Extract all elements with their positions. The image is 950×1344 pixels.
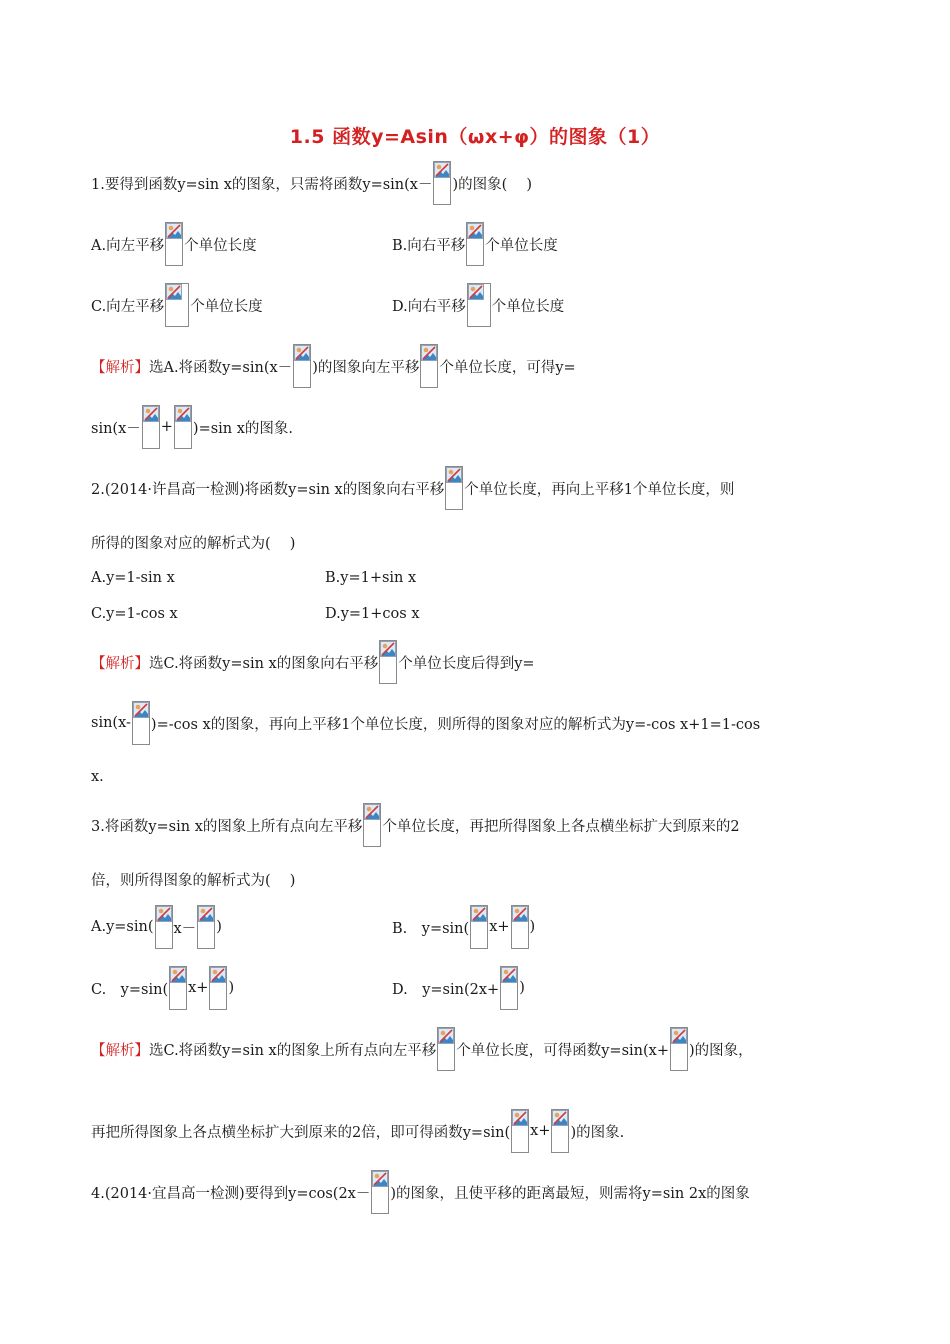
option-text: 个单位长度 — [485, 237, 558, 254]
option-label: B. y=sin( — [392, 920, 470, 937]
q2-option-d: D.y=1+cos x — [325, 606, 420, 622]
analysis-text: sin(x－ — [91, 420, 141, 437]
option-text: 个单位长度 — [491, 298, 565, 315]
broken-image-icon — [174, 405, 192, 449]
q1-stem-text-end: )的图象( ) — [452, 176, 533, 193]
q4-stem-line1 — [91, 1167, 750, 1217]
q2-stem-text: 2.(2014·许昌高一检测)将函数y=sin x的图象向右平移 — [91, 481, 445, 498]
q3-option-c — [91, 963, 234, 1013]
broken-image-icon — [293, 344, 311, 388]
q3-analysis-line2 — [91, 1106, 624, 1156]
option-text: x－ — [173, 920, 197, 937]
broken-image-icon — [132, 701, 150, 745]
q2-stem-line2: 所得的图象对应的解析式为( ) — [91, 535, 296, 552]
broken-image-icon — [470, 905, 488, 949]
analysis-tag: 【解析】 — [91, 1042, 149, 1059]
broken-image-icon — [511, 1109, 529, 1153]
broken-image-icon — [165, 283, 189, 327]
q1-option-b — [392, 219, 558, 269]
option-text: 个单位长度 — [184, 237, 257, 254]
broken-image-icon — [670, 1027, 688, 1071]
option-label: B.向右平移 — [392, 237, 466, 254]
q2-option-a: A.y=1-sin x — [91, 570, 175, 586]
broken-image-icon — [437, 1027, 455, 1071]
q2-option-c: C.y=1-cos x — [91, 606, 178, 622]
q2-analysis-line3: x. — [91, 769, 104, 785]
option-text: ) — [216, 919, 222, 935]
q1-option-a — [91, 219, 257, 269]
broken-image-icon — [467, 283, 491, 327]
option-label: D.向右平移 — [392, 298, 466, 315]
option-text: x+ — [188, 980, 209, 996]
analysis-text: )的图象， — [688, 1042, 753, 1059]
q3-analysis-line1 — [91, 1024, 753, 1074]
q3-option-d — [392, 963, 525, 1013]
analysis-text: )的图象. — [570, 1124, 625, 1141]
q1-analysis-line2 — [91, 402, 293, 452]
q1-option-d — [392, 280, 564, 330]
analysis-text: 选C.将函数y=sin x的图象向右平移 — [149, 655, 379, 672]
option-text: ) — [228, 980, 235, 996]
q1-stem — [91, 158, 532, 208]
analysis-text: sin(x- — [91, 715, 131, 731]
q3-stem-text: 3.将函数y=sin x的图象上所有点向左平移 — [91, 818, 363, 835]
q2-analysis-line2 — [91, 698, 760, 748]
analysis-tag: 【解析】 — [91, 359, 149, 376]
option-label: C. y=sin( — [91, 981, 169, 998]
analysis-text: )=sin x的图象. — [192, 420, 294, 437]
q3-option-b — [392, 902, 535, 952]
broken-image-icon — [363, 803, 381, 847]
option-label: C.向左平移 — [91, 298, 165, 315]
analysis-text: x+ — [530, 1123, 551, 1139]
analysis-text: 个单位长度，可得函数y=sin(x+ — [456, 1042, 669, 1059]
q2-option-b: B.y=1+sin x — [325, 570, 417, 586]
broken-image-icon — [433, 161, 451, 205]
q1-option-c — [91, 280, 263, 330]
broken-image-icon — [511, 905, 529, 949]
analysis-text: 个单位长度后得到y= — [398, 655, 535, 672]
q4-stem-text: 4.(2014·宜昌高一检测)要得到y=cos(2x－ — [91, 1185, 371, 1202]
broken-image-icon — [165, 222, 183, 266]
analysis-text: + — [160, 419, 173, 435]
q1-stem-text: 1.要得到函数y=sin x的图象，只需将函数y=sin(x－ — [91, 176, 433, 193]
analysis-text: 再把所得图象上各点横坐标扩大到原来的2倍，即可得函数y=sin( — [91, 1124, 511, 1141]
broken-image-icon — [169, 966, 187, 1010]
broken-image-icon — [445, 466, 463, 510]
analysis-tag: 【解析】 — [91, 655, 149, 672]
broken-image-icon — [466, 222, 484, 266]
broken-image-icon — [209, 966, 227, 1010]
broken-image-icon — [155, 905, 173, 949]
analysis-text: 选A.将函数y=sin(x－ — [149, 359, 293, 376]
q2-stem-line1 — [91, 463, 734, 513]
option-label: A.向左平移 — [91, 237, 165, 254]
option-text: ) — [529, 919, 536, 935]
q2-stem-text: 个单位长度，再向上平移1个单位长度，则 — [464, 481, 735, 498]
option-text: ) — [519, 980, 525, 996]
q3-stem-line1 — [91, 800, 740, 850]
analysis-text: )的图象向左平移 — [312, 359, 420, 376]
analysis-text: 个单位长度，可得y= — [439, 359, 576, 376]
q3-stem-line2: 倍，则所得图象的解析式为( ) — [91, 872, 296, 889]
q2-analysis-line1 — [91, 637, 535, 687]
page-title: 1.5 函数y=Asin（ωx+φ）的图象（1） — [289, 126, 661, 148]
q3-stem-text: 个单位长度，再把所得图象上各点横坐标扩大到原来的2 — [382, 818, 740, 835]
option-text: x+ — [489, 919, 510, 935]
option-text: 个单位长度 — [190, 298, 263, 315]
option-label: A.y=sin( — [91, 919, 154, 935]
q4-stem-text: )的图象，且使平移的距离最短，则需将y=sin 2x的图象 — [390, 1185, 750, 1202]
broken-image-icon — [500, 966, 518, 1010]
analysis-text: )=-cos x的图象，再向上平移1个单位长度，则所得的图象对应的解析式为y=-cos x+1=1-cos — [150, 716, 761, 733]
analysis-text: 选C.将函数y=sin x的图象上所有点向左平移 — [149, 1042, 437, 1059]
q3-option-a — [91, 902, 222, 952]
option-label: D. y=sin(2x+ — [392, 981, 500, 998]
broken-image-icon — [379, 640, 397, 684]
q1-analysis-line1 — [91, 341, 576, 391]
broken-image-icon — [142, 405, 160, 449]
broken-image-icon — [197, 905, 215, 949]
broken-image-icon — [551, 1109, 569, 1153]
broken-image-icon — [371, 1170, 389, 1214]
broken-image-icon — [420, 344, 438, 388]
